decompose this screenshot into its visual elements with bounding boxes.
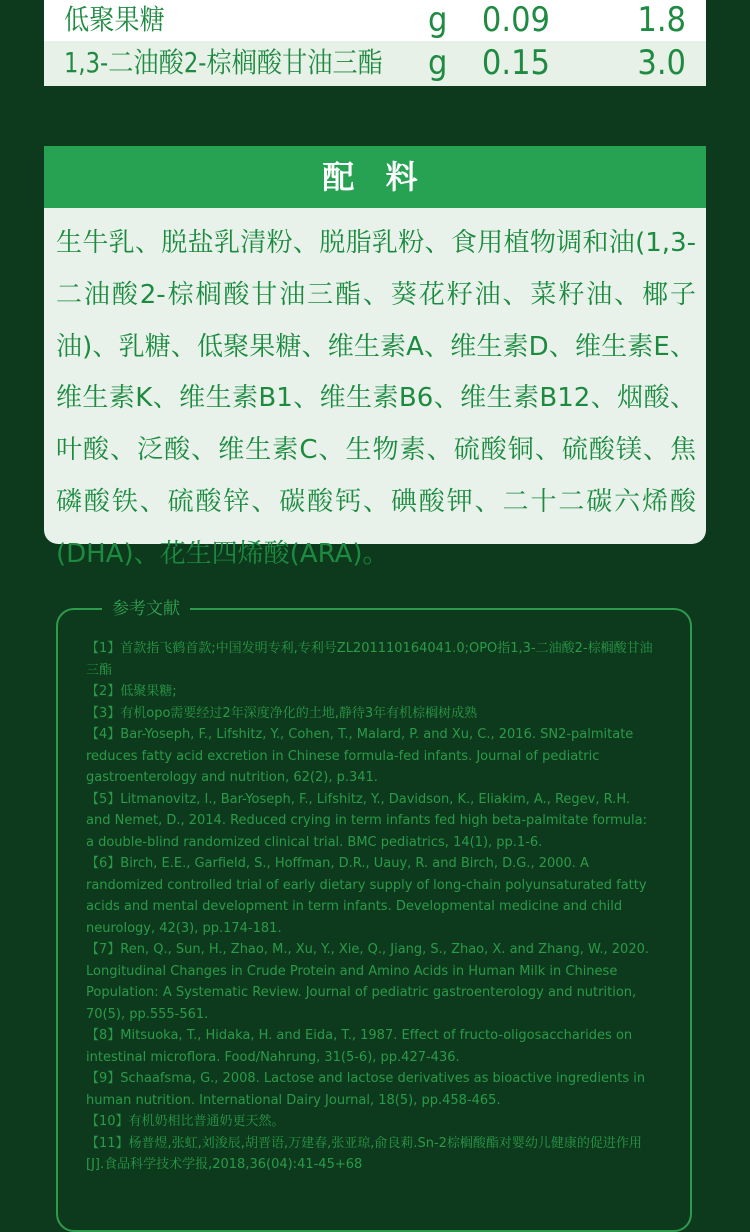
nutrient-value-per-100kj: 0.09	[481, 0, 550, 40]
reference-item: 【1】首款指飞鹤首款;中国发明专利,专利号ZL201110164041.0;OPO指1,3-二油酸2-棕榈酸甘油三酯	[86, 641, 653, 678]
references-list	[86, 638, 658, 1176]
reference-item: 【6】Birch, E.E., Garfield, S., Hoffman, D.R., Uauy, R. and Birch, D.G., 2000. A randomized controlled trial of early dietary supply of long-chain polyunsaturated fatty acids and mental development in term infants. Developmental medicine and child neurology, 42(3), pp.174-181.	[86, 856, 647, 936]
reference-item: 【11】杨普煜,张虹,刘浚辰,胡晋语,万建春,张亚琼,俞良莉.Sn-2棕榈酸酯对婴幼儿健康的促进作用[J].食品科学技术学报,2018,36(04):41-45+68	[86, 1135, 642, 1172]
nutrient-unit: g	[428, 43, 448, 83]
reference-item: 【4】Bar-Yoseph, F., Lifshitz, Y., Cohen, T., Malard, P. and Xu, C., 2016. SN2-palmitate reduces fatty acid excretion in Chinese formula-fed infants. Journal of pediatric gastroenterology and nutrition, 62(2), p.341.	[86, 727, 634, 785]
reference-item: 【9】Schaafsma, G., 2008. Lactose and lactose derivatives as bioactive ingredients in human nutrition. International Dairy Journal, 18(5), pp.458-465.	[86, 1071, 646, 1108]
reference-item: 【7】Ren, Q., Sun, H., Zhao, M., Xu, Y., Xie, Q., Jiang, S., Zhao, X. and Zhang, W., 2020. Longitudinal Changes in Crude Protein and Amino Acids in Human Milk in Chinese Population: A Systematic Review. Journal of pediatric gastroenterology and nutrition, 70(5), pp.555-561.	[86, 942, 650, 1022]
reference-item: 【2】低聚果糖;	[86, 684, 177, 699]
nutrition-table	[44, 0, 706, 86]
ingredients-text: 生牛乳、脱盐乳清粉、脱脂乳粉、食用植物调和油(1,3-二油酸2-棕榈酸甘油三酯、葵花籽油、菜籽油、椰子油)、乳糖、低聚果糖、维生素A、维生素D、维生素E、维生素K、维生素B1、维生素B6、维生素B12、烟酸、叶酸、泛酸、维生素C、生物素、硫酸铜、硫酸镁、焦磷酸铁、硫酸锌、碳酸钙、碘酸钾、二十二碳六烯酸(DHA)、花生四烯酸(ARA)。	[56, 228, 696, 569]
reference-item: 【3】有机opo需要经过2年深度净化的土地,静待3年有机棕榈树成熟	[86, 705, 478, 721]
ingredients-title: 配 料	[44, 146, 706, 208]
nutrient-name: 1,3-二油酸2-棕榈酸甘油三酯	[64, 46, 383, 79]
references-title: 参考文献	[102, 597, 190, 621]
nutrition-row-fos	[44, 0, 706, 40]
references-box	[56, 599, 692, 1232]
nutrient-unit: g	[428, 0, 448, 40]
reference-item: 【10】有机奶相比普通奶更天然。	[86, 1114, 285, 1129]
nutrition-row-opo	[44, 41, 706, 86]
ingredients-card	[44, 146, 706, 569]
nutrient-name: 低聚果糖	[64, 3, 165, 36]
reference-item: 【5】Litmanovitz, I., Bar-Yoseph, F., Lifshitz, Y., Davidson, K., Eliakim, A., Regev, R.H. and Nemet, D., 2014. Reduced crying in term infants fed high beta-palmitate formula: a double-blind randomized clinical trial. BMC pediatrics, 14(1), pp.1-6.	[86, 791, 647, 850]
nutrient-value-per-100g: 1.8	[637, 0, 686, 40]
nutrient-value-per-100g: 3.0	[637, 43, 686, 83]
nutrient-value-per-100kj: 0.15	[481, 43, 550, 83]
reference-item: 【8】Mitsuoka, T., Hidaka, H. and Eida, T., 1987. Effect of fructo-oligosaccharides on intestinal microflora. Food/Nahrung, 31(5-6), pp.427-436.	[86, 1028, 633, 1065]
